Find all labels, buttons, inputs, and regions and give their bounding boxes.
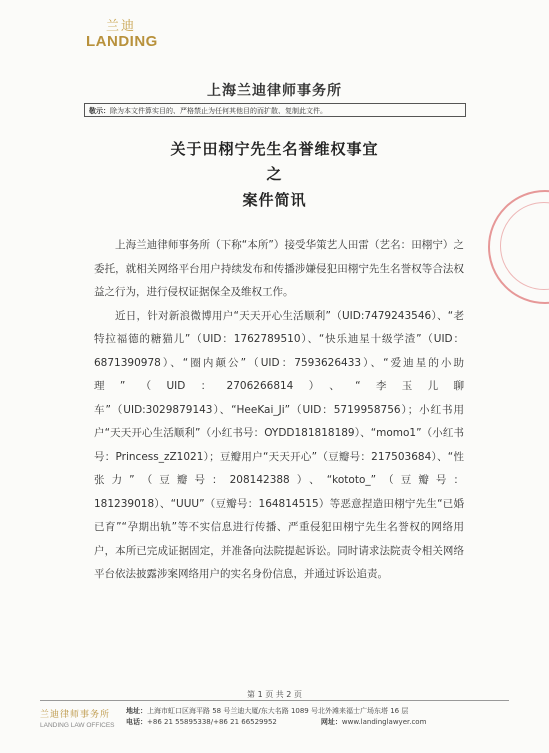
firm-name-heading: 上海兰迪律师事务所 <box>207 83 342 99</box>
notice-text: 除为本文件算实目的、严格禁止为任何其他目的而扩散、复制此文件。 <box>110 107 327 115</box>
footer-firm-en: LANDING LAW OFFICES <box>40 722 115 729</box>
notice-label: 敬示： <box>89 107 110 115</box>
page-number: 第 1 页 共 2 页 <box>247 690 302 699</box>
doc-title-line3: 案件简讯 <box>242 191 307 209</box>
body-text <box>94 234 464 587</box>
web-link[interactable]: www.landinglawyer.com <box>341 718 427 726</box>
firm-logo <box>86 20 156 50</box>
logo-cn: 兰迪 <box>105 19 136 34</box>
web-label: 网址： <box>320 718 342 726</box>
doc-title-line1: 关于田栩宁先生名誉维权事宜 <box>170 140 379 158</box>
address-label: 地址： <box>126 707 147 715</box>
address-value: 上海市虹口区海平路 58 号兰迪大厦/东大名路 1089 号北外滩来福士广场东塔 16 层 <box>147 707 409 715</box>
footer-phone-row <box>126 717 506 728</box>
confidential-notice <box>84 103 466 117</box>
footer-contact <box>126 706 506 728</box>
footer-divider <box>40 700 509 701</box>
stamp-inner-ring <box>500 202 549 290</box>
logo-en: LANDING <box>86 33 158 50</box>
footer-firm-cn: 兰迪律师事务所 <box>40 710 111 720</box>
doc-title-line2: 之 <box>266 165 283 183</box>
paragraph-1: 上海兰迪律师事务所（下称“本所”）接受华策艺人田雷（艺名：田栩宁）之委托，就相关网络平台用户持续发布和传播涉嫌侵犯田栩宁先生名誉权等合法权益之行为，进行侵权证据保全及维权工作。 <box>94 239 464 298</box>
phone-value: +86 21 55895338/+86 21 66529952 <box>147 718 277 726</box>
footer-address-row <box>126 706 506 717</box>
paragraph-2: 近日，针对新浪微博用户“天天开心生活顺利”（UID:7479243546）、“老特拉福德的糖猫儿”（UID：1762789510）、“快乐迪星十级学渣”（UID：6871390978）、“圈内颠公”（UID：7593626433）、“爱迪星的小助理”（UID：2706266814）、“李玉儿聊车”（UID:3029879143）、“HeeKai_Ji”（UID：5719958756）；小红书用户“天天开心生活顺利”（小红书号：OYDD181818189）、“momo1”（小红书号：Princess_zZ1021）；豆瓣用户“天天开心”（豆瓣号：217503684）、“性张力”（豆瓣号：208142388）、“kototo_”（豆瓣号：181239018）、“UUU”（豆瓣号：164814515）等恶意捏造田栩宁先生“已婚已育”“孕期出轨”等不实信息进行传播、严重侵犯田栩宁先生名誉权的网络用户，本所已完成证据固定，并准备向法院提起诉讼。同时请求法院责令相关网络平台依法披露涉案网络用户的实名身份信息，并通过诉讼追责。 <box>94 309 464 580</box>
footer-firm <box>40 707 120 729</box>
phone-label: 电话： <box>126 718 147 726</box>
